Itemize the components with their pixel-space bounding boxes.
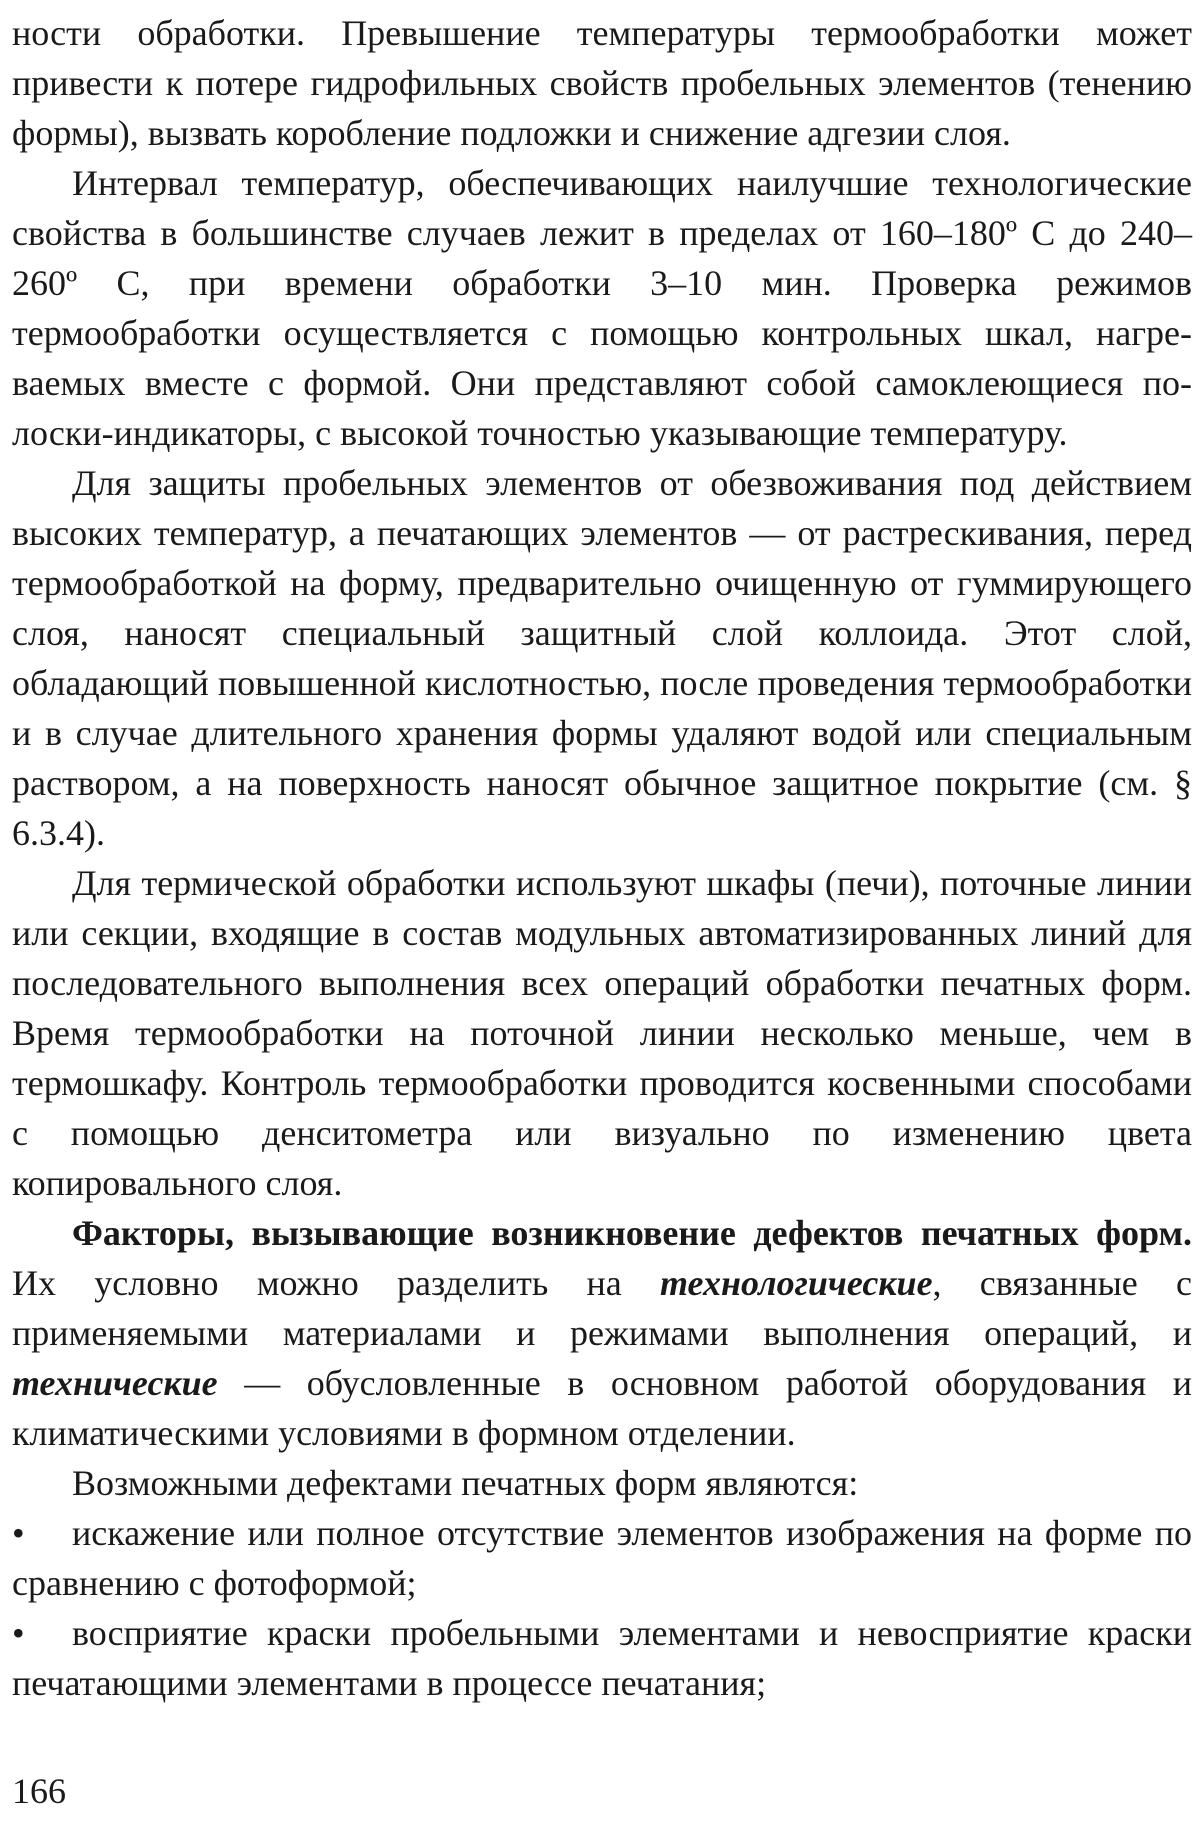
section-heading: Факторы, вызывающие возникновение дефектов печатных форм.: [72, 1213, 1192, 1253]
paragraph-6: Возможными дефектами печатных форм являются:: [72, 1463, 859, 1503]
paragraph-5-text-2: , связанные с применяемыми материалами и режимами выполнения операций, и: [12, 1263, 1193, 1353]
bullet-icon: •: [12, 1613, 25, 1653]
page-body: [12, 8, 1192, 1708]
page-number: 166: [12, 1771, 66, 1811]
paragraph-1: ности обработки. Превышение температуры термообработки может привести к потере гидрофильных свойств пробельных элементов (тенению формы), вызвать коробление подложки и снижение адгезии слоя.: [12, 13, 1192, 153]
list-item: [12, 1608, 1192, 1708]
term-technological: технологические: [660, 1263, 933, 1303]
list-item-text: искажение или полное отсутствие элементов изображения на форме по сравнению с фотоформой;: [12, 1513, 1192, 1603]
paragraph-2: Интервал температур, обеспечивающих наилучшие технологические свойства в большинстве случаев лежит в пределах от 160–180º С до 240–260º С, при времени обработки 3–10 мин. Проверка режимов термообработки осуществляется с помощью контрольных шкал, нагреваемых вместе с формой. Они представляют собой самоклеющиеся полоски-индикаторы, с высокой точностью указывающие температуру.: [12, 163, 1192, 453]
paragraph-3: Для защиты пробельных элементов от обезвоживания под действием высоких температур, а печатающих элементов — от растрескивания, перед термообработкой на форму, предварительно очищенную от гуммирующего слоя, наносят специальный защитный слой коллоида. Этот слой, обладающий повышенной кислотностью, после проведения термообработки и в случае длительного хранения формы удаляют водой или специальным раствором, а на поверхность наносят обычное защитное покрытие (см. § 6.3.4).: [12, 463, 1192, 853]
list-item: [12, 1508, 1192, 1608]
paragraph-5-text-1: Их условно можно разделить на: [12, 1263, 661, 1303]
term-technical: технические: [12, 1363, 218, 1403]
bullet-icon: •: [12, 1513, 25, 1553]
paragraph-5: [12, 1208, 1192, 1458]
paragraph-5-text-3: — обусловленные в основном работой оборудования и климатическими условиями в формном отделении.: [12, 1363, 1192, 1453]
list-item-text: восприятие краски пробельными элементами и невосприятие краски печатающими элементами в процессе печатания;: [12, 1613, 1192, 1703]
paragraph-4: Для термической обработки используют шкафы (печи), поточные линии или секции, входящие в состав модульных автоматизированных линий для последовательного выполнения всех операций обработки печатных форм. Время термообработки на поточной линии несколько меньше, чем в термошкафу. Контроль термообработки проводится косвенными способами с помощью денситометра или визуально по изменению цвета копировального слоя.: [12, 863, 1192, 1203]
